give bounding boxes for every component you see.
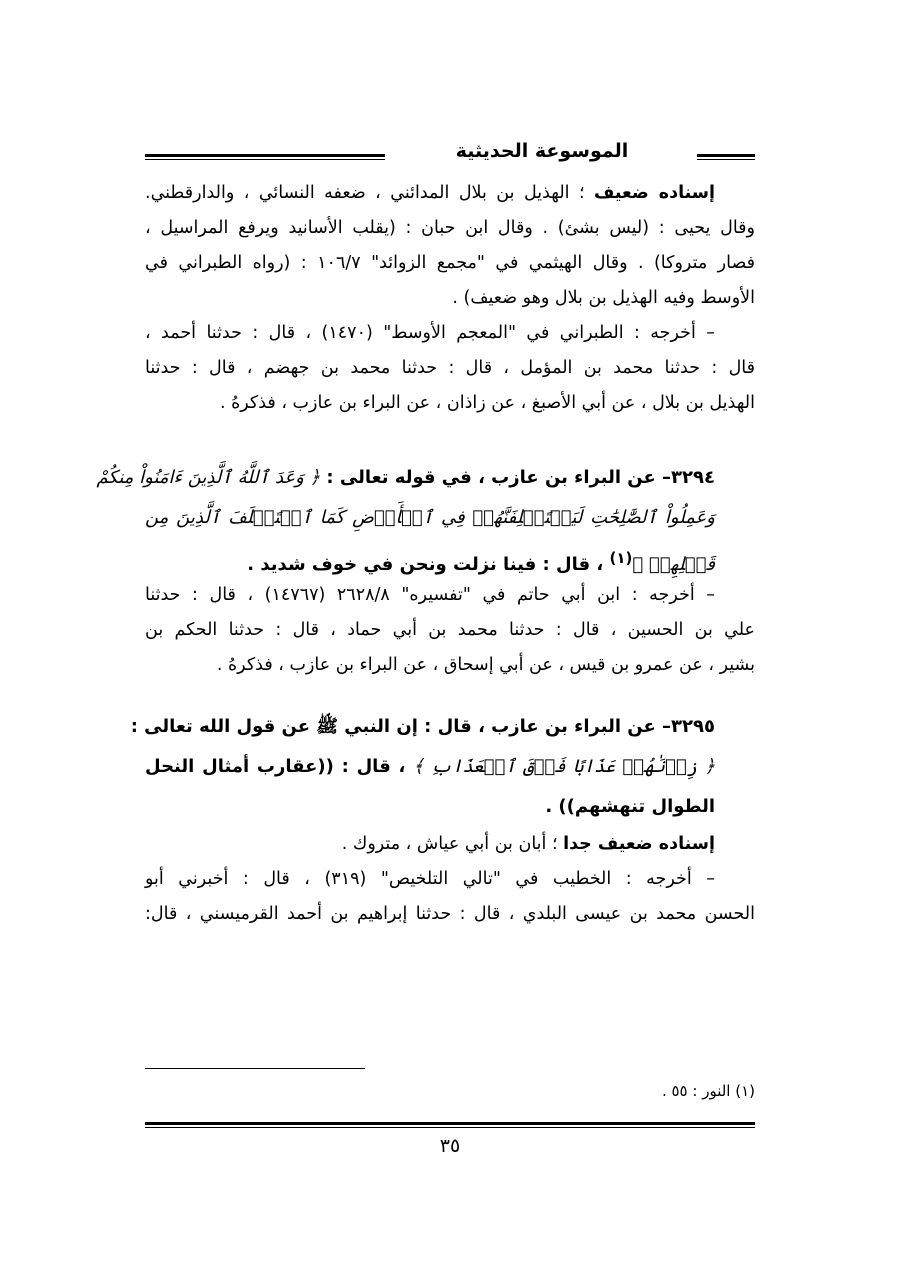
header-rule-right: [697, 154, 755, 160]
header-rule-left: [145, 154, 385, 160]
text-line: فصار متروكا) . وقال الهيثمي في "مجمع الزوائد" ١٠٦/٧ : (رواه الطبراني في: [145, 253, 755, 273]
text-line: قال : حدثنا محمد بن المؤمل ، قال : حدثنا محمد بن جهضم ، قال : حدثنا: [145, 358, 755, 378]
text-span: ؛ الهذيل بن بلال المدائني ، ضعفه النسائي ، والدارقطني.: [145, 183, 594, 203]
text-line: – أخرجه : ابن أبي حاتم في "تفسيره" ٢٦٢٨/٨ (١٤٧٦٧) ، قال : حدثنا: [145, 585, 715, 605]
text-line: الهذيل بن بلال ، عن أبي الأصبغ ، عن زاذان ، عن البراء بن عازب ، فذكرهُ .: [219, 393, 755, 413]
text-line: – أخرجه : الطبراني في "المعجم الأوسط" (١٤٧٠) ، قال : حدثنا أحمد ،: [145, 323, 715, 343]
footnote-marker: (١): [609, 549, 633, 567]
text-line: بشير ، عن عمرو بن قيس ، عن أبي إسحاق ، عن البراء بن عازب ، فذكرهُ .: [216, 655, 755, 675]
hadith-line: [145, 538, 755, 578]
hadith-heading: [96, 458, 755, 498]
hadith-line: [145, 747, 755, 787]
text-span: ؛ أبان بن أبي عياش ، متروك .: [341, 834, 564, 854]
quran-verse: ﴿ زِدۡنَٰهُمۡ عَذَابًا فَوۡقَ ٱلۡعَذَابِ ﴾: [413, 756, 715, 777]
quran-verse: ﴿ وَعَدَ ٱللَّهُ ٱلَّذِينَ ءَامَنُواْ مِنكُمْ: [96, 467, 321, 488]
spacer: [145, 421, 755, 458]
text-line: – أخرجه : الخطيب في "تالي التلخيص" (٣١٩) ، قال : أخبرني أبو: [145, 869, 715, 889]
text-line: [145, 827, 755, 862]
text-line: وقال يحيى : (ليس بشئ) . وقال ابن حبان : (يقلب الأسانيد ويرفع المراسيل ،: [145, 218, 755, 238]
hadith-line: الطوال تنهشهم)) .: [545, 796, 715, 817]
grading-label: إسناده ضعيف: [594, 183, 715, 203]
text-line: [145, 176, 755, 211]
grading-label: إسناده ضعيف جدا: [563, 834, 715, 854]
running-header: [145, 140, 755, 174]
hadith-heading: ٣٢٩٥– عن البراء بن عازب ، قال : إن النبي ﷺ عن قول الله تعالى :: [130, 716, 715, 737]
footnote-rule: [145, 1068, 365, 1069]
text-span: ، قال : ((عقارب أمثال النحل: [145, 756, 414, 777]
main-text: [96, 176, 755, 932]
text-line: الأوسط وفيه الهذيل بن بلال وهو ضعيف) .: [452, 288, 755, 308]
hadith-line: [145, 498, 755, 538]
text-line: الحسن محمد بن عيسى البلدي ، قال : حدثنا إبراهيم بن أحمد القرميسني ، قال:: [145, 904, 755, 924]
text-span: ، قال : فينا نزلت ونحن في خوف شديد .: [247, 554, 610, 575]
text-line: علي بن الحسين ، قال : حدثنا محمد بن أبي حماد ، قال : حدثنا الحكم بن: [145, 620, 755, 640]
hadith-number-text: ٣٢٩٤– عن البراء بن عازب ، في قوله تعالى :: [320, 467, 715, 488]
page-title: الموسوعة الحديثية: [455, 140, 629, 162]
quran-verse: وَعَمِلُواْ ٱلصَّٰلِحَٰتِ لَيَسۡتَخۡلِفَنَّهُمۡ فِي ٱلۡأَرۡضِ كَمَا ٱسۡتَخۡلَفَ ٱلَّذِينَ مِن: [145, 507, 715, 528]
footnote: (١) النور : ٥٥ .: [661, 1082, 755, 1100]
spacer: [145, 683, 755, 707]
quran-verse: قَبۡلِهِمۡ ﴾: [632, 554, 715, 575]
bottom-rule: [145, 1122, 755, 1128]
page-number: ٣٥: [439, 1135, 461, 1157]
